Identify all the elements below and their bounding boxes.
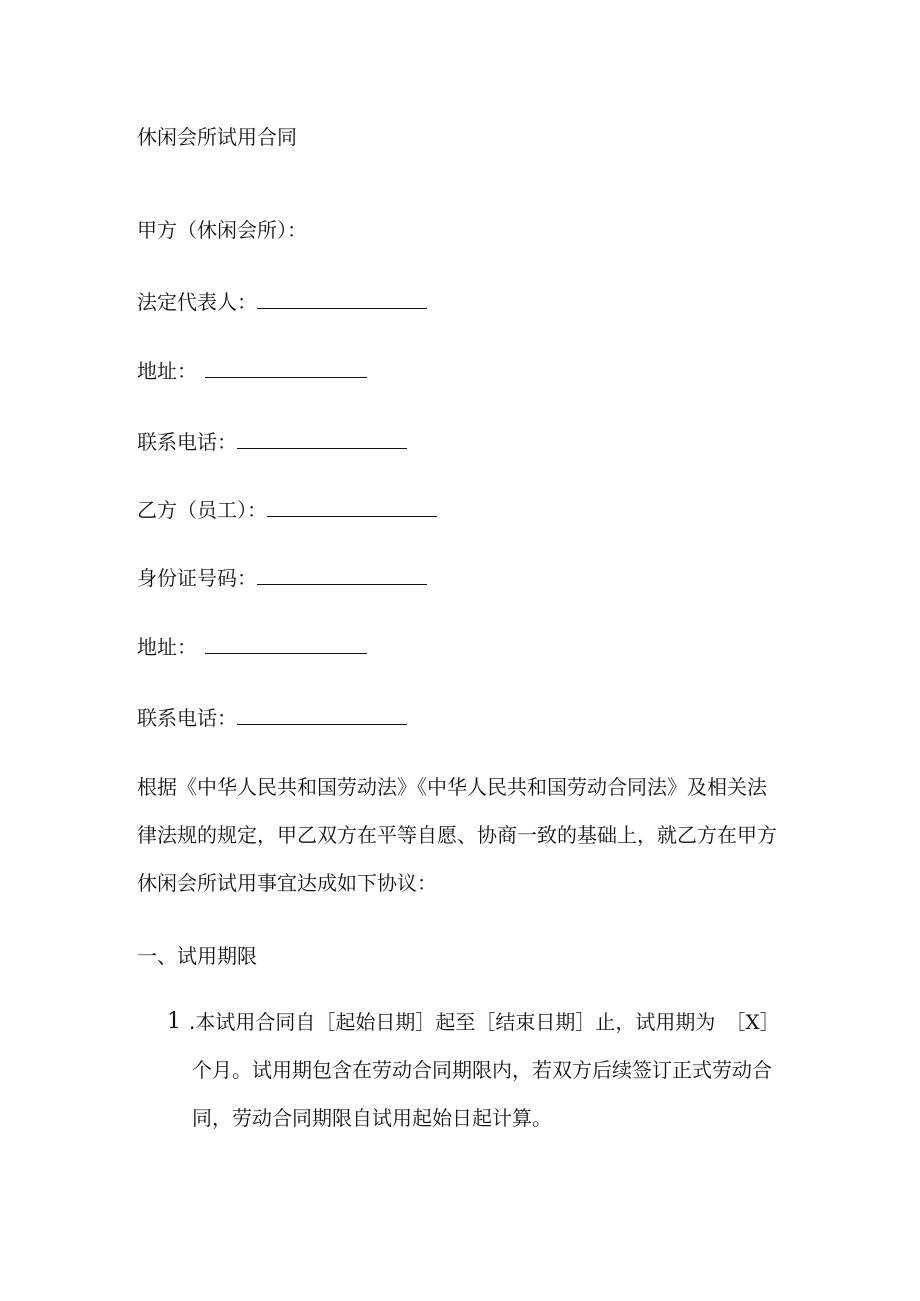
party-a-address-row — [137, 359, 367, 383]
period-placeholder: ［X］ — [725, 1010, 780, 1034]
preamble-line: 根据《中华人民共和国劳动法》《中华人民共和国劳动合同法》及相关法 — [137, 775, 767, 799]
preamble-line: 休闲会所试用事宜达成如下协议： — [137, 871, 437, 895]
party-a-phone-label: 联系电话： — [137, 430, 237, 454]
party-a-address-blank[interactable] — [205, 359, 367, 378]
clause-text: .本试用合同自［起始日期］起至［结束日期］止，试用期为 — [189, 1010, 716, 1034]
id-number-label: 身份证号码： — [137, 566, 257, 590]
party-b-blank[interactable] — [267, 498, 437, 517]
preamble-paragraph — [137, 763, 787, 907]
party-b-phone-row — [137, 706, 407, 730]
clause-line: 个月。试用期包含在劳动合同期限内，若双方后续签订正式劳动合 — [192, 1058, 772, 1082]
party-b-address-label: 地址： — [137, 635, 197, 659]
party-a-phone-row — [137, 430, 407, 454]
party-b-address-row — [137, 635, 367, 659]
party-b-row — [137, 498, 437, 522]
party-a-address-label: 地址： — [137, 359, 197, 383]
clause-line: 同，劳动合同期限自试用起始日起计算。 — [192, 1106, 552, 1130]
party-b-phone-blank[interactable] — [237, 706, 407, 725]
clause-number: 1 — [167, 1009, 181, 1034]
legal-rep-blank[interactable] — [257, 290, 427, 309]
party-b-phone-label: 联系电话： — [137, 706, 237, 730]
preamble-line: 律法规的规定，甲乙双方在平等自愿、协商一致的基础上，就乙方在甲方 — [137, 823, 777, 847]
clause-body — [189, 998, 799, 1142]
clause-line — [189, 998, 799, 1046]
id-number-blank[interactable] — [257, 566, 427, 585]
id-number-row — [137, 566, 427, 590]
party-a-phone-blank[interactable] — [237, 430, 407, 449]
legal-rep-row — [137, 290, 427, 314]
party-b-heading: 乙方（员工）： — [137, 498, 267, 522]
document-title: 休闲会所试用合同 — [137, 125, 297, 149]
party-b-address-blank[interactable] — [205, 635, 367, 654]
party-a-heading: 甲方（休闲会所）： — [137, 218, 307, 242]
legal-rep-label: 法定代表人： — [137, 290, 257, 314]
section-heading: 一、试用期限 — [137, 944, 257, 968]
